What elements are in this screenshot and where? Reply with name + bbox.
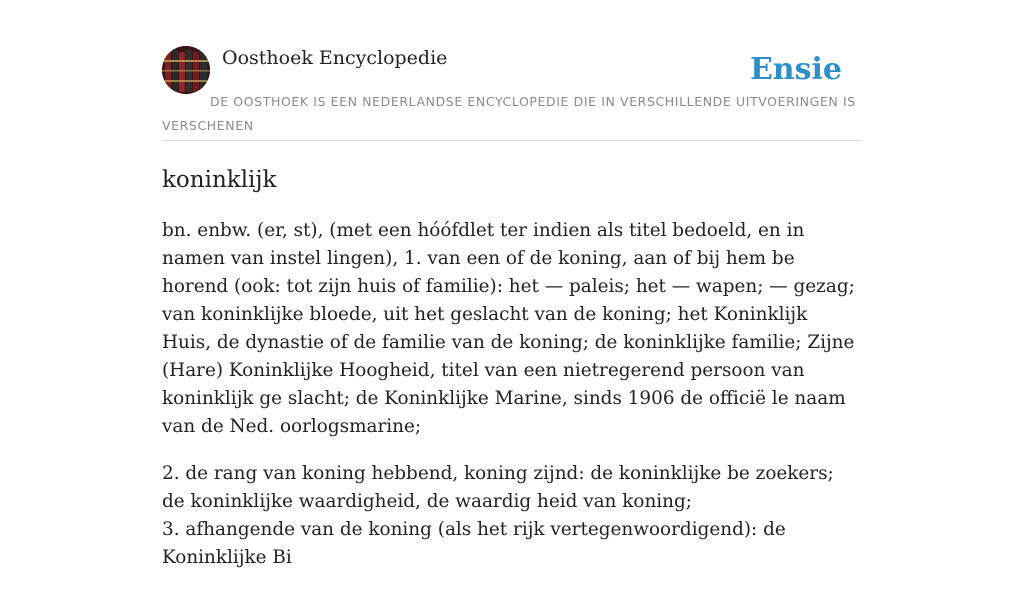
article-body bbox=[162, 217, 862, 572]
brand-logo[interactable]: Ensie bbox=[749, 52, 842, 87]
site-tagline: DE OOSTHOEK IS EEN NEDERLANDSE ENCYCLOPEDIE DIE IN VERSCHILLENDE UITVOERINGEN IS VERSCHENEN bbox=[162, 94, 856, 133]
site-header bbox=[162, 46, 862, 141]
definition-line: 3. afhangende van de koning (als het rijk vertegenwoordigend): de Koninklijke Bi bbox=[162, 519, 786, 568]
books-spines-icon[interactable] bbox=[162, 46, 210, 94]
page bbox=[162, 46, 862, 591]
article-paragraph: bn. enbw. (er, st), (met een hóófdlet ter indien als titel bedoeld, en in namen van instel lingen), 1. van een of de koning, aan of bij hem be horend (ook: tot zijn huis of familie): het — paleis; het — wapen; — gezag; van koninklijke bloede, uit het geslacht van de koning; het Koninklijk Huis, de dynastie of de familie van de koning; de koninklijke familie; Zijne (Hare) Koninklijke Hoogheid, titel van een nietregerend persoon van koninklijk ge slacht; de Koninklijke Marine, sinds 1906 de officië le naam van de Ned. oorlogsmarine; bbox=[162, 220, 855, 437]
site-title[interactable]: Oosthoek Encyclopedie bbox=[222, 47, 448, 69]
article-paragraph bbox=[162, 460, 862, 572]
article-title: koninklijk bbox=[162, 167, 277, 193]
definition-line: 2. de rang van koning hebbend, koning zijnd: de koninklijke be zoekers; de koninklijke waardigheid, de waardig heid van koning; bbox=[162, 463, 834, 512]
